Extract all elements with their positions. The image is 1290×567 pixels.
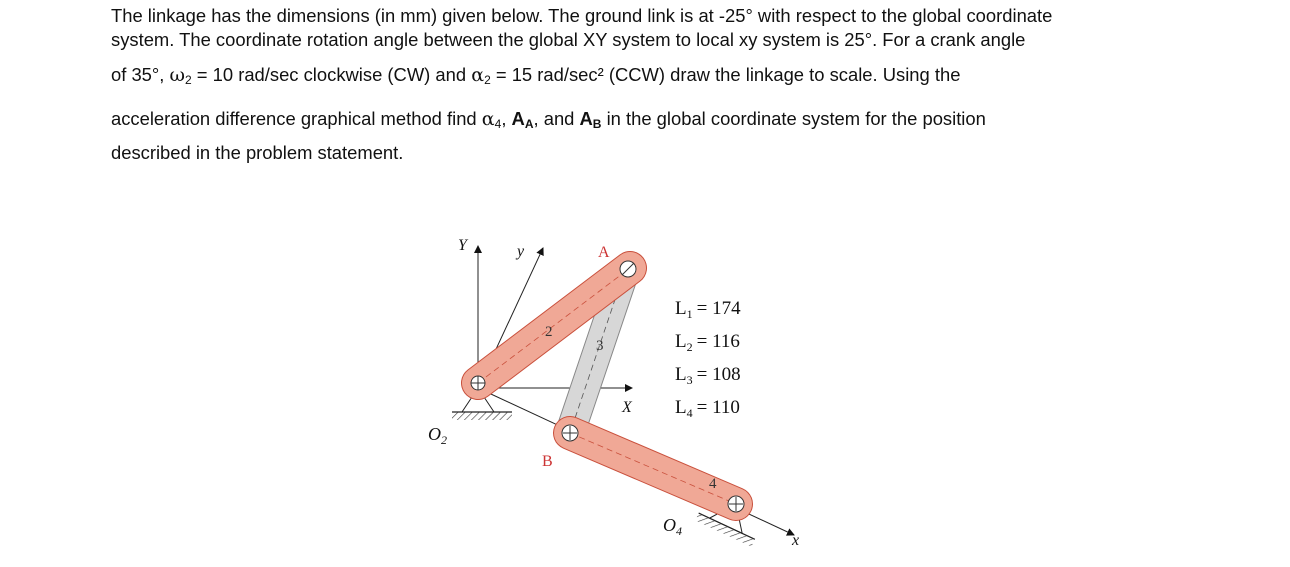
accel-A-subscript: A bbox=[524, 117, 534, 131]
label-global-Y: Y bbox=[458, 237, 467, 254]
problem-line-1: The linkage has the dimensions (in mm) given below. The ground link is at -25° with respect to the global coordinate bbox=[111, 5, 1053, 26]
text-segment: of 35°, bbox=[111, 64, 170, 85]
label-global-X: X bbox=[622, 399, 632, 416]
dim-L3 bbox=[675, 364, 741, 387]
text-segment: in the global coordinate system for the position bbox=[601, 108, 986, 129]
problem-line-5: described in the problem statement. bbox=[111, 142, 404, 163]
omega-subscript: 2 bbox=[184, 73, 192, 87]
label-link-2: 2 bbox=[545, 324, 553, 340]
dim-sub: 3 bbox=[686, 373, 693, 387]
dim-sub: 4 bbox=[686, 406, 693, 420]
dim-value: = 108 bbox=[696, 364, 741, 385]
label-O2-main: O bbox=[428, 424, 441, 444]
alpha-subscript: 2 bbox=[484, 73, 491, 87]
label-point-A: A bbox=[598, 244, 610, 261]
label-local-x: x bbox=[792, 532, 800, 549]
accel-B-subscript: B bbox=[592, 117, 602, 131]
dim-name: L bbox=[675, 298, 687, 319]
text-segment: = 15 rad/sec² (CCW) draw the linkage to scale. Using the bbox=[490, 64, 961, 85]
pin-B bbox=[562, 425, 578, 441]
problem-line-2: system. The coordinate rotation angle between the global XY system to local xy system is 25°. For a crank angle bbox=[111, 29, 1026, 50]
label-link-3: 3 bbox=[596, 338, 604, 354]
text-segment: = 10 rad/sec clockwise (CW) and bbox=[191, 64, 472, 85]
dim-L1 bbox=[675, 298, 741, 321]
accel-A-symbol: A bbox=[511, 108, 525, 129]
label-link-4: 4 bbox=[709, 476, 717, 492]
dim-name: L bbox=[675, 331, 687, 352]
dim-value: = 110 bbox=[696, 397, 740, 418]
dim-value: = 174 bbox=[696, 298, 741, 319]
dim-name: L bbox=[675, 397, 687, 418]
text-segment: , and bbox=[533, 108, 580, 129]
dimension-list bbox=[675, 298, 741, 420]
label-O4-sub: 4 bbox=[676, 524, 682, 538]
label-local-y: y bbox=[517, 243, 525, 260]
dim-sub: 1 bbox=[686, 307, 693, 321]
dim-value: = 116 bbox=[696, 331, 740, 352]
text-segment: acceleration difference graphical method find bbox=[111, 108, 482, 129]
label-O4 bbox=[663, 515, 682, 538]
label-O4-main: O bbox=[663, 515, 676, 535]
label-O2 bbox=[428, 424, 447, 447]
dim-L2 bbox=[675, 331, 740, 354]
link-4-rocker bbox=[570, 433, 736, 504]
label-O2-sub: 2 bbox=[441, 433, 447, 447]
label-point-B: B bbox=[542, 453, 553, 470]
dim-sub: 2 bbox=[686, 340, 693, 354]
pin-O4 bbox=[728, 496, 744, 512]
dim-name: L bbox=[675, 364, 687, 385]
alpha-symbol: α bbox=[471, 64, 485, 86]
alpha4-symbol: α bbox=[481, 108, 495, 130]
dim-L4 bbox=[675, 397, 740, 420]
pin-A bbox=[620, 261, 636, 277]
alpha4-subscript: 4 bbox=[494, 117, 502, 131]
omega-symbol: ω bbox=[169, 64, 185, 86]
pin-O2 bbox=[471, 376, 485, 390]
text-segment: , bbox=[501, 108, 512, 129]
accel-B-symbol: A bbox=[579, 108, 593, 129]
